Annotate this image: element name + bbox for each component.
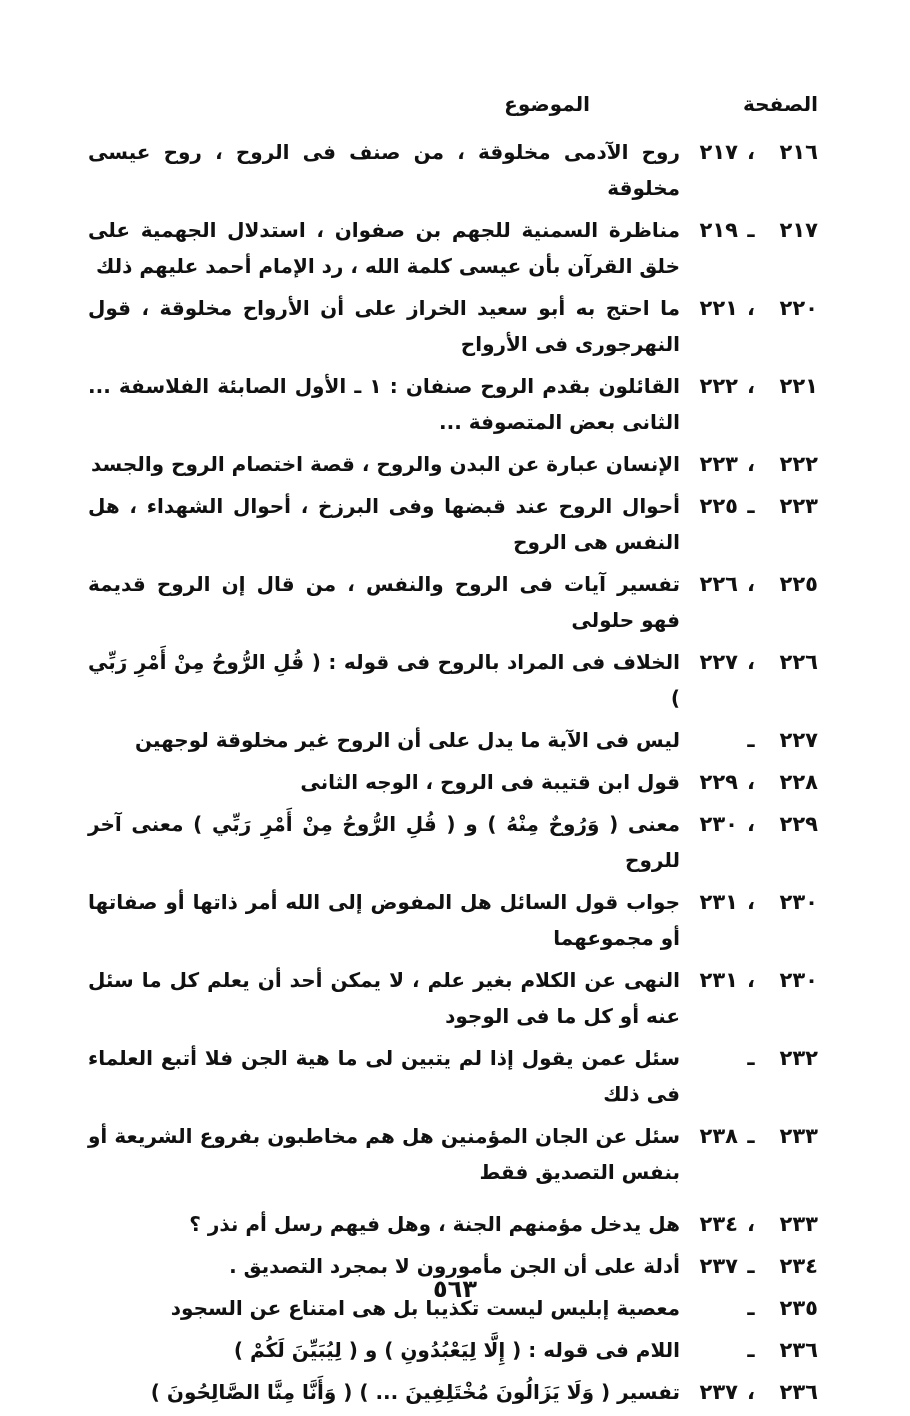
page-range [680,1374,818,1410]
page-separator: ـ [747,1338,755,1362]
page-separator: ـ [747,494,755,518]
index-entries [88,134,818,1416]
page-from: ٢٢١ [779,374,818,398]
page-from: ٢٢٣ [779,494,818,518]
page-to: ٢٣٧ [699,1254,738,1278]
entry-text: روح الآدمى مخلوقة ، من صنف فى الروح ، روح عيسى مخلوقة [88,140,680,200]
index-entry [88,722,818,758]
entry-text: سئل عمن يقول إذا لم يتبين لى ما هية الجن فلا أتبع العلماء فى ذلك [88,1046,680,1106]
index-entry [88,566,818,638]
entry-text: ليس فى الآية ما يدل على أن الروح غير مخلوقة لوجهين [134,728,680,752]
entry-text: الخلاف فى المراد بالروح فى قوله : ( قُلِ الرُّوحُ مِنْ أَمْرِ رَبِّي ) [88,650,680,710]
page-to: ٢٣١ [699,890,738,914]
index-entry [88,806,818,878]
page-from: ٢٢٥ [779,572,818,596]
entry-text: الإنسان عبارة عن البدن والروح ، قصة اختصام الروح والجسد [90,452,680,476]
index-entry [88,212,818,284]
page-from: ٢٢٧ [779,728,818,752]
page-separator: ، [747,1380,755,1404]
page-separator: ، [747,1212,755,1236]
entry-text: تفسير ( وَلَا يَزَالُونَ مُخْتَلِفِينَ ... ) ( وَأَنَّا مِنَّا الصَّالِحُونَ ) [150,1380,680,1404]
page-range [680,806,818,842]
page-to: ٢٣١ [699,968,738,992]
entry-text: مناظرة السمنية للجهم بن صفوان ، استدلال الجهمية على خلق القرآن بأن عيسى كلمة الله ، رد الإمام أحمد عليهم ذلك [88,218,680,278]
page-separator: ، [747,890,755,914]
entry-text: أدلة على أن الجن مأمورون لا بمجرد التصديق . [229,1254,680,1278]
page-range [680,764,818,800]
index-entry [88,962,818,1034]
page-range [680,290,818,326]
index-entry [88,1332,818,1368]
index-entry [88,1118,818,1190]
page-to: ٢٢٧ [699,650,738,674]
page-range [680,566,818,602]
page-range [680,644,818,680]
index-entry [88,488,818,560]
page-range [680,962,818,998]
index-entry [88,764,818,800]
index-entry [88,290,818,362]
page-separator: ، [747,770,755,794]
entry-text: سئل عن الجان المؤمنين هل هم مخاطبون بفروع الشريعة أو بنفس التصديق فقط [88,1124,680,1184]
entry-text: أحوال الروح عند قبضها وفى البرزخ ، أحوال الشهداء ، هل النفس هى الروح [88,494,680,554]
page-separator: ـ [747,1124,755,1148]
page-range [680,488,818,524]
page-range [680,1206,818,1242]
page-from: ٢٣٣ [779,1124,818,1148]
page-from: ٢٣٥ [779,1296,818,1320]
page-from: ٢٢٠ [779,296,818,320]
page-from: ٢٣٢ [779,1046,818,1070]
page-separator: ـ [747,1046,755,1070]
page-to: ٢٣٠ [699,812,738,836]
page-separator: ، [747,572,755,596]
page-separator: ، [747,968,755,992]
page-range [680,884,818,920]
entry-text: معنى ( وَرُوحٌ مِنْهُ ) و ( قُلِ الرُّوحُ مِنْ أَمْرِ رَبِّي ) معنى آخر للروح [88,812,680,872]
page-to: ٢٣٧ [699,1380,738,1404]
index-entry [88,884,818,956]
page-from: ٢٣٤ [779,1254,818,1278]
entry-text: القائلون بقدم الروح صنفان : ١ ـ الأول الصابئة الفلاسفة ... الثانى بعض المتصوفة ... [88,374,680,434]
page-to: ٢٣٨ [699,1124,738,1148]
page-separator: ، [747,296,755,320]
page-to: ٢٢٥ [699,494,738,518]
index-entry [88,644,818,716]
page-from: ٢٢٦ [779,650,818,674]
page-from: ٢٣٠ [779,968,818,992]
page-to: ٢١٩ [699,218,738,242]
page-separator: ، [747,140,755,164]
page-range [680,134,818,170]
page-range [680,722,818,758]
entry-text: ما احتج به أبو سعيد الخراز على أن الأرواح مخلوقة ، قول النهرجورى فى الأرواح [88,296,680,356]
index-entry [88,368,818,440]
index-entry [88,1374,818,1410]
page-to: ٢٢٢ [699,374,738,398]
page-to: ٢٢١ [699,296,738,320]
page-range [680,1332,818,1368]
page-to: ٢٣٤ [699,1212,738,1236]
page-to: ٢٢٩ [699,770,738,794]
page-from: ٢٣٠ [779,890,818,914]
page-to [684,1040,738,1076]
page-from: ٢٢٨ [779,770,818,794]
page-from: ٢٣٦ [779,1380,818,1404]
pages-column-heading: الصفحة [742,92,818,116]
entry-text: تفسير آيات فى الروح والنفس ، من قال إن الروح قديمة فهو حلولى [88,572,680,632]
entry-text: هل يدخل مؤمنهم الجنة ، وهل فيهم رسل أم نذر ؟ [189,1212,680,1236]
page-separator: ، [747,650,755,674]
page-separator: ـ [747,1254,755,1278]
index-entry [88,134,818,206]
page-separator: ـ [747,728,755,752]
page-to: ٢٢٦ [699,572,738,596]
page-separator: ، [747,812,755,836]
index-entry [88,1206,818,1242]
page-separator: ـ [747,1296,755,1320]
entry-text: اللام فى قوله : ( إِلَّا لِيَعْبُدُونِ ) و ( لِيُبَيِّنَ لَكُمْ ) [233,1338,680,1362]
page-to [684,1332,738,1368]
page-range [680,368,818,404]
page-range [680,1040,818,1076]
page-range [680,212,818,248]
page-from: ٢٢٩ [779,812,818,836]
page-range [680,446,818,482]
page-separator: ، [747,452,755,476]
page-to [684,722,738,758]
page-to: ٢١٧ [699,140,738,164]
page-from: ٢٣٣ [779,1212,818,1236]
entry-text: النهى عن الكلام بغير علم ، لا يمكن أحد أن يعلم كل ما سئل عنه أو كل ما فى الوجود [88,968,680,1028]
page-from: ٢٣٦ [779,1338,818,1362]
page-to: ٢٢٣ [699,452,738,476]
index-entry [88,446,818,482]
entry-text: معصية إبليس ليست تكذيبا بل هى امتناع عن السجود [170,1296,680,1320]
page-range [680,1118,818,1154]
entry-text: جواب قول السائل هل المفوض إلى الله أمر ذاتها أو صفاتها أو مجموعهما [88,890,680,950]
page-from: ٢١٦ [779,140,818,164]
page-from: ٢٢٢ [779,452,818,476]
subject-column-heading: الموضوع [504,92,590,116]
entry-text: قول ابن قتيبة فى الروح ، الوجه الثانى [300,770,680,794]
page-separator: ـ [747,218,755,242]
index-entry [88,1040,818,1112]
page-separator: ، [747,374,755,398]
page-from: ٢١٧ [779,218,818,242]
page-number: ٥٦٣ [433,1275,477,1303]
